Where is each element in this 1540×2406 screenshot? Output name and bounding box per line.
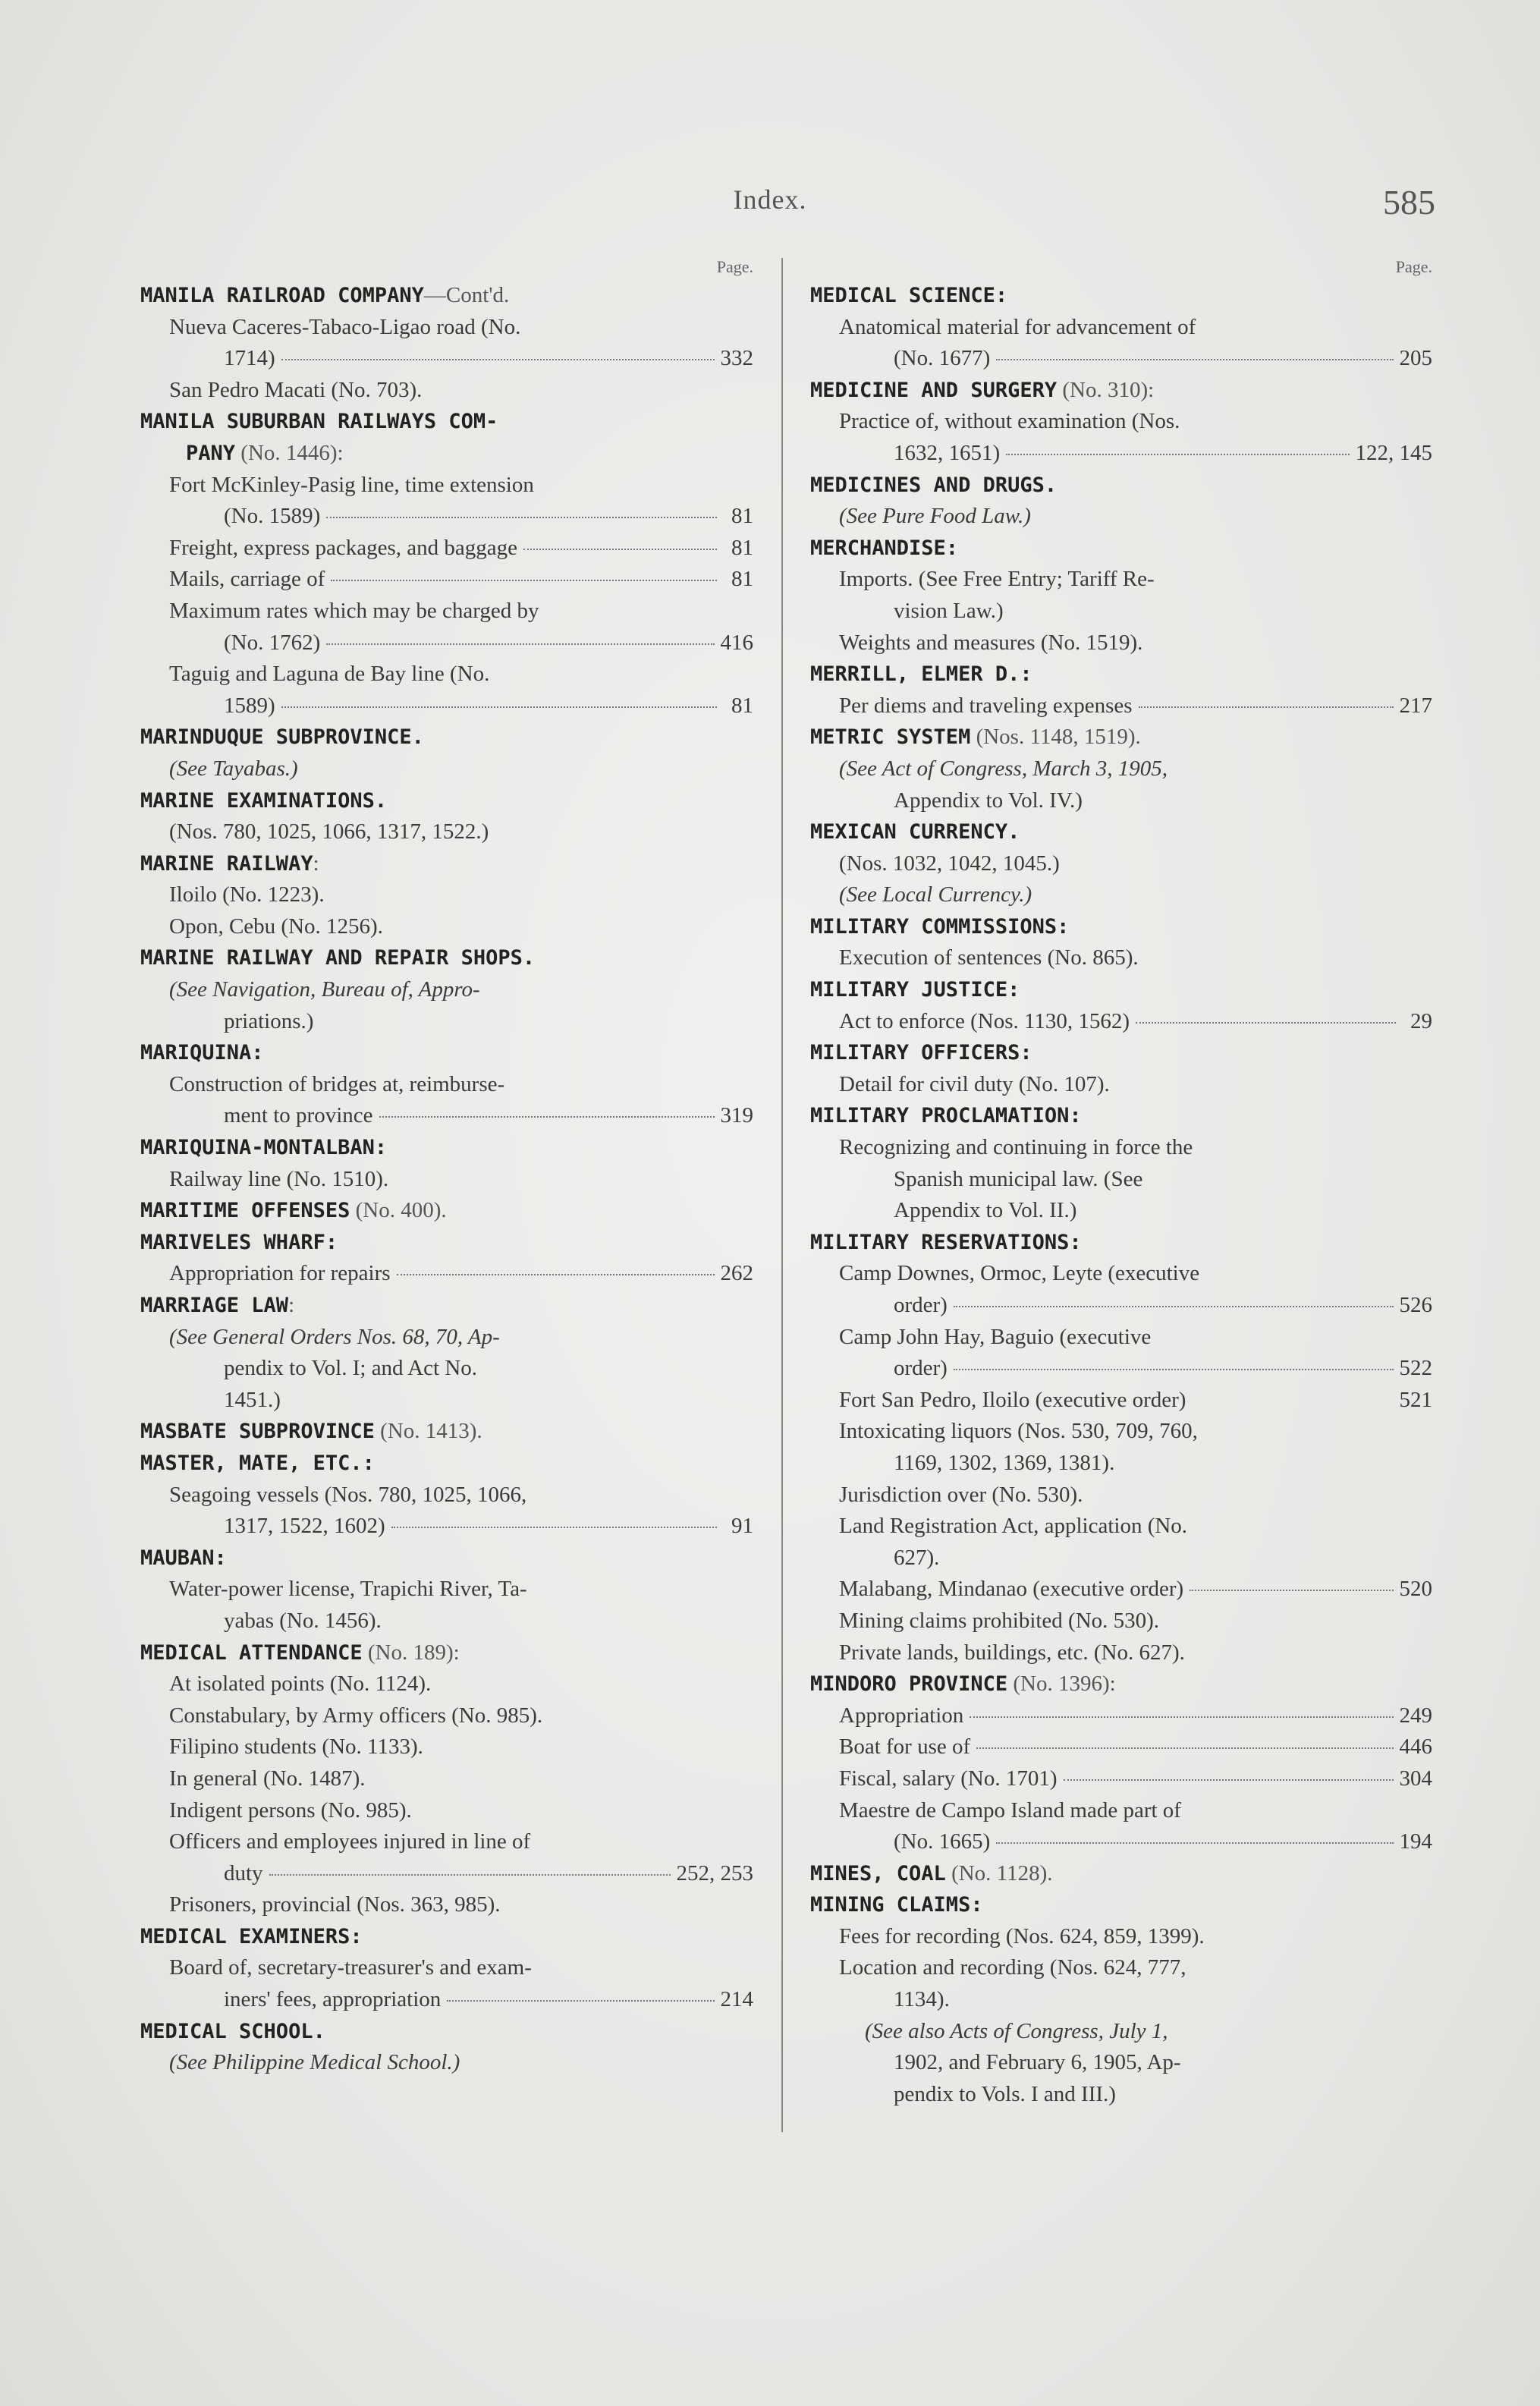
index-subentry: [810, 1385, 1432, 1417]
index-subentry: [140, 1668, 753, 1700]
index-subentry: [140, 1952, 753, 1984]
entry-text: Officers and employees injured in line of: [169, 1829, 531, 1854]
heading-text: MARITIME OFFENSES: [140, 1199, 350, 1223]
entry-page-number: 252, 253: [676, 1860, 753, 1885]
index-subentry: [810, 1574, 1432, 1606]
index-subentry: [140, 1164, 753, 1196]
dot-leader: [954, 1369, 1394, 1370]
entry-text: (See Local Currency.): [839, 882, 1032, 907]
index-subentry: [140, 1480, 753, 1511]
index-subentry: [140, 1322, 753, 1354]
index-heading: [810, 280, 1432, 312]
dot-leader: [326, 643, 714, 645]
entry-text: pendix to Vols. I and III.): [894, 2081, 1116, 2106]
index-subentry: [140, 312, 753, 344]
index-subentry: [810, 2016, 1432, 2048]
heading-text: MANILA RAILROAD COMPANY: [140, 284, 424, 307]
entry-text: Filipino students (No. 1133).: [169, 1735, 423, 1760]
entry-page-number: 319: [720, 1103, 753, 1128]
heading-text: MILITARY COMMISSIONS:: [810, 914, 1070, 939]
index-subentry: [810, 1700, 1432, 1732]
heading-text: MARINE RAILWAY AND REPAIR SHOPS.: [140, 946, 536, 970]
index-subentry: [810, 848, 1432, 880]
index-subentry: [140, 533, 753, 565]
index-heading: [140, 2016, 753, 2048]
heading-reference: (No. 1128).: [945, 1860, 1053, 1885]
dot-leader: [379, 1116, 715, 1118]
entry-text: Practice of, without examination (Nos.: [839, 409, 1180, 434]
index-heading: [810, 974, 1432, 1006]
index-heading: [140, 1290, 753, 1322]
index-heading: [810, 1100, 1432, 1132]
index-subentry: [140, 1795, 753, 1827]
index-subentry: [140, 1826, 753, 1858]
index-subentry: [810, 1416, 1432, 1448]
right-column: [810, 254, 1432, 2110]
index-heading: [140, 942, 753, 974]
index-subentry: [810, 1826, 1432, 1858]
index-heading: [140, 722, 753, 753]
heading-reference: :: [313, 851, 319, 876]
entry-page-number: 81: [731, 504, 753, 529]
dot-leader: [1136, 1022, 1396, 1024]
entry-text: Prisoners, provincial (Nos. 363, 985).: [169, 1892, 501, 1917]
dot-leader: [397, 1274, 715, 1275]
entry-text: Iloilo (No. 1223).: [169, 882, 325, 907]
right-entries: [810, 280, 1432, 2110]
index-subentry: [810, 1731, 1432, 1763]
index-subentry: [140, 1258, 753, 1290]
index-subentry: [140, 753, 753, 785]
index-subentry: [810, 942, 1432, 974]
entry-text: Appropriation: [839, 1703, 964, 1728]
index-subentry: [140, 690, 753, 722]
index-heading: [810, 470, 1432, 502]
index-subentry: [810, 1353, 1432, 1385]
index-subentry: [140, 816, 753, 848]
index-subentry: [810, 312, 1432, 344]
index-subentry: [810, 1258, 1432, 1290]
heading-text: MARIVELES WHARF:: [140, 1230, 338, 1254]
entry-text: 1317, 1522, 1602): [224, 1514, 385, 1539]
entry-page-number: 522: [1399, 1356, 1432, 1381]
heading-text: MILITARY PROCLAMATION:: [810, 1104, 1082, 1128]
index-subentry: [140, 501, 753, 533]
heading-reference: (No. 1446):: [235, 440, 344, 465]
entry-text: order): [894, 1293, 948, 1317]
index-subentry: [810, 879, 1432, 911]
entry-page-number: 194: [1399, 1829, 1432, 1854]
index-subentry: [140, 470, 753, 502]
entry-text: Land Registration Act, application (No.: [839, 1514, 1188, 1539]
entry-text: ment to province: [224, 1103, 373, 1128]
index-heading: [810, 911, 1432, 943]
index-subentry: [140, 1511, 753, 1543]
index-heading: [140, 848, 753, 880]
heading-reference: (No. 189):: [362, 1640, 460, 1665]
page-number: 585: [1383, 183, 1435, 222]
entry-page-number: 416: [720, 630, 753, 655]
index-subentry: [140, 1858, 753, 1890]
entry-text: San Pedro Macati (No. 703).: [169, 377, 423, 402]
index-subentry: [140, 596, 753, 627]
entry-text: 1169, 1302, 1369, 1381).: [894, 1450, 1115, 1475]
index-subentry: [140, 2047, 753, 2079]
heading-text: MERRILL, ELMER D.:: [810, 662, 1032, 687]
index-subentry: [810, 1637, 1432, 1669]
heading-text: MEXICAN CURRENCY.: [810, 820, 1020, 844]
entry-text: duty: [224, 1860, 263, 1885]
entry-text: (See Act of Congress, March 3, 1905,: [839, 756, 1168, 781]
entry-text: 1451.): [224, 1387, 281, 1412]
entry-text: Boat for use of: [839, 1735, 971, 1760]
entry-text: yabas (No. 1456).: [224, 1608, 382, 1633]
entry-page-number: 205: [1399, 346, 1432, 371]
dot-leader: [269, 1874, 671, 1876]
index-heading: [140, 1037, 753, 1069]
dot-leader: [331, 580, 717, 581]
heading-text: MAUBAN:: [140, 1546, 227, 1570]
entry-page-number: 249: [1399, 1703, 1432, 1728]
index-subentry: [810, 1322, 1432, 1354]
entry-text: (Nos. 780, 1025, 1066, 1317, 1522.): [169, 819, 489, 844]
heading-reference: :: [288, 1293, 295, 1317]
heading-text: MERCHANDISE:: [810, 536, 959, 560]
index-heading: [810, 659, 1432, 690]
index-heading: [140, 406, 753, 438]
heading-reference: (No. 310):: [1057, 377, 1155, 402]
entry-text: Anatomical material for advancement of: [839, 314, 1196, 339]
entry-text: Fees for recording (Nos. 624, 859, 1399).: [839, 1923, 1205, 1948]
index-subentry: [810, 785, 1432, 817]
entry-page-number: 214: [720, 1987, 753, 2012]
heading-reference: (Nos. 1148, 1519).: [970, 725, 1141, 750]
heading-text: MEDICINE AND SURGERY: [810, 378, 1058, 402]
entry-text: Water-power license, Trapichi River, Ta-: [169, 1577, 527, 1602]
entry-text: (See Pure Food Law.): [839, 504, 1031, 529]
index-subentry: [140, 1574, 753, 1606]
entry-page-number: 526: [1399, 1293, 1432, 1317]
entry-text: At isolated points (No. 1124).: [169, 1672, 432, 1697]
entry-page-number: 29: [1410, 1008, 1432, 1033]
index-subentry: [810, 1448, 1432, 1480]
entry-page-number: 332: [720, 346, 753, 371]
entry-text: (Nos. 1032, 1042, 1045.): [839, 851, 1060, 876]
index-subentry: [140, 911, 753, 943]
heading-text: MEDICINES AND DRUGS.: [810, 473, 1058, 497]
index-subentry: [140, 375, 753, 407]
entry-text: Maestre de Campo Island made part of: [839, 1797, 1181, 1823]
index-subentry: [140, 1100, 753, 1132]
heading-text: MARINDUQUE SUBPROVINCE.: [140, 725, 424, 750]
dot-leader: [1006, 454, 1349, 455]
entry-text: Mining claims prohibited (No. 530).: [839, 1608, 1160, 1633]
heading-text: MINING CLAIMS:: [810, 1893, 983, 1917]
index-heading: [140, 1448, 753, 1480]
index-subentry: [140, 1889, 753, 1921]
index-heading: [810, 533, 1432, 565]
entry-page-number: 81: [731, 693, 753, 718]
index-subentry: [140, 1700, 753, 1732]
index-subentry: [810, 1606, 1432, 1637]
entry-text: Freight, express packages, and baggage: [169, 535, 518, 560]
index-subentry: [140, 343, 753, 375]
entry-text: vision Law.): [894, 598, 1004, 623]
index-heading: [810, 816, 1432, 848]
entry-page-number: 81: [731, 535, 753, 560]
index-subentry: [810, 1543, 1432, 1574]
index-subentry: [810, 1921, 1432, 1953]
heading-text: MINES, COAL: [810, 1861, 946, 1885]
heading-reference: (No. 400).: [350, 1198, 447, 1223]
entry-text: Detail for civil duty (No. 107).: [839, 1071, 1110, 1096]
index-heading: [140, 785, 753, 817]
entry-text: Seagoing vessels (Nos. 780, 1025, 1066,: [169, 1482, 527, 1507]
index-subentry: [810, 2047, 1432, 2079]
index-heading: [140, 1416, 753, 1448]
running-header-title: Index.: [733, 184, 807, 215]
entry-text: (See Tayabas.): [169, 756, 298, 781]
index-heading: [810, 1889, 1432, 1921]
index-heading: [810, 722, 1432, 753]
heading-text: PANY: [186, 441, 236, 465]
entry-text: Malabang, Mindanao (executive order): [839, 1577, 1184, 1602]
index-subentry: [140, 1353, 753, 1385]
entry-text: Indigent persons (No. 985).: [169, 1797, 412, 1823]
entry-text: Appendix to Vol. II.): [894, 1198, 1077, 1223]
entry-page-number: 446: [1399, 1735, 1432, 1760]
index-subentry: [810, 690, 1432, 722]
dot-leader: [954, 1306, 1394, 1307]
entry-text: Fort McKinley-Pasig line, time extension: [169, 472, 534, 497]
entry-text: (No. 1762): [224, 630, 321, 655]
heading-text: MANILA SUBURBAN RAILWAYS COM-: [140, 410, 498, 434]
index-subentry: [810, 1195, 1432, 1227]
entry-text: 1632, 1651): [894, 440, 1001, 465]
entry-text: (No. 1589): [224, 504, 321, 529]
index-subentry: [810, 1984, 1432, 2016]
entry-text: Camp John Hay, Baguio (executive: [839, 1324, 1152, 1349]
index-subentry: [810, 1795, 1432, 1827]
index-heading: [810, 1227, 1432, 1259]
entry-text: Fiscal, salary (No. 1701): [839, 1766, 1058, 1791]
index-heading: [140, 280, 753, 312]
index-subentry: [140, 879, 753, 911]
heading-text: MILITARY OFFICERS:: [810, 1041, 1032, 1065]
index-subentry: [140, 659, 753, 690]
left-column: [140, 254, 753, 2079]
index-subentry: [810, 501, 1432, 533]
entry-text: 1134).: [894, 1987, 950, 2012]
entry-text: Execution of sentences (No. 865).: [839, 945, 1139, 970]
dot-leader: [281, 706, 717, 708]
heading-reference: (No. 1413).: [374, 1419, 482, 1444]
entry-text: order): [894, 1356, 948, 1381]
index-subentry: [810, 406, 1432, 438]
entry-text: Maximum rates which may be charged by: [169, 598, 539, 623]
dot-leader: [391, 1527, 717, 1528]
entry-text: priations.): [224, 1008, 314, 1033]
entry-text: Mails, carriage of: [169, 567, 325, 592]
entry-text: Taguig and Laguna de Bay line (No.: [169, 662, 490, 687]
entry-text: Recognizing and continuing in force the: [839, 1135, 1193, 1160]
entry-text: Opon, Cebu (No. 1256).: [169, 914, 383, 939]
entry-text: Nueva Caceres-Tabaco-Ligao road (No.: [169, 314, 521, 339]
entry-text: Weights and measures (No. 1519).: [839, 630, 1143, 655]
entry-text: Location and recording (Nos. 624, 777,: [839, 1955, 1186, 1980]
index-subentry: [810, 1069, 1432, 1101]
page-column-label: Page.: [716, 257, 753, 276]
index-heading: [140, 1132, 753, 1164]
index-subentry: [140, 1006, 753, 1038]
heading-text: MEDICAL SCHOOL.: [140, 2019, 325, 2043]
dot-leader: [1064, 1779, 1394, 1781]
page-column-label: Page.: [1395, 257, 1432, 276]
left-entries: [140, 280, 753, 2079]
entry-text: Appropriation for repairs: [169, 1261, 391, 1286]
heading-text: METRIC SYSTEM: [810, 725, 971, 750]
index-subentry: [140, 974, 753, 1006]
entry-text: Jurisdiction over (No. 530).: [839, 1482, 1083, 1507]
index-heading: [810, 1858, 1432, 1890]
heading-text: MARINE RAILWAY: [140, 851, 313, 876]
entry-text: (No. 1677): [894, 346, 991, 371]
index-subentry: [810, 1132, 1432, 1164]
heading-text: MASTER, MATE, ETC.:: [140, 1451, 375, 1475]
entry-page-number: 81: [731, 567, 753, 592]
heading-text: MILITARY JUSTICE:: [810, 978, 1020, 1002]
entry-text: (See General Orders Nos. 68, 70, Ap-: [169, 1324, 500, 1349]
index-subentry: [810, 2079, 1432, 2111]
index-subentry: [810, 1511, 1432, 1543]
column-divider: [781, 258, 783, 2132]
index-heading: [140, 438, 753, 470]
entry-page-number: 304: [1399, 1766, 1432, 1791]
dot-leader: [1139, 706, 1394, 708]
heading-text: MEDICAL EXAMINERS:: [140, 1924, 363, 1948]
index-subentry: [140, 1606, 753, 1637]
index-subentry: [810, 438, 1432, 470]
entry-text: 1589): [224, 693, 275, 718]
dot-leader: [523, 549, 717, 550]
entry-text: Camp Downes, Ormoc, Leyte (executive: [839, 1261, 1200, 1286]
entry-text: iners' fees, appropriation: [224, 1987, 442, 2012]
heading-text: MEDICAL ATTENDANCE: [140, 1640, 363, 1665]
entry-text: Intoxicating liquors (Nos. 530, 709, 760,: [839, 1419, 1198, 1444]
dot-leader: [970, 1716, 1393, 1718]
entry-text: Fort San Pedro, Iloilo (executive order): [839, 1387, 1186, 1412]
entry-text: In general (No. 1487).: [169, 1766, 366, 1791]
index-heading: [140, 1637, 753, 1669]
entry-text: Act to enforce (Nos. 1130, 1562): [839, 1008, 1130, 1033]
entry-text: Per diems and traveling expenses: [839, 693, 1133, 718]
entry-text: 1714): [224, 346, 275, 371]
entry-text: 1902, and February 6, 1905, Ap-: [894, 2050, 1181, 2075]
heading-text: MILITARY RESERVATIONS:: [810, 1230, 1082, 1254]
entry-text: Appendix to Vol. IV.): [894, 788, 1083, 813]
entry-page-number: 91: [731, 1514, 753, 1539]
index-subentry: [810, 753, 1432, 785]
entry-text: Board of, secretary-treasurer's and exam-: [169, 1955, 532, 1980]
dot-leader: [976, 1747, 1393, 1749]
entry-text: (No. 1665): [894, 1829, 991, 1854]
heading-reference: (No. 1396):: [1007, 1672, 1116, 1697]
index-subentry: [810, 1006, 1432, 1038]
entry-text: 627).: [894, 1545, 940, 1570]
index-subentry: [810, 1952, 1432, 1984]
entry-page-number: 122, 145: [1355, 440, 1432, 465]
index-subentry: [810, 1164, 1432, 1196]
index-subentry: [140, 1069, 753, 1101]
index-subentry: [810, 1480, 1432, 1511]
dot-leader: [326, 517, 717, 518]
heading-text: MINDORO PROVINCE: [810, 1672, 1008, 1697]
entry-text: (See Navigation, Bureau of, Appro-: [169, 977, 480, 1002]
index-subentry: [140, 1731, 753, 1763]
dot-leader: [996, 359, 1393, 360]
entry-text: Constabulary, by Army officers (No. 985).: [169, 1703, 543, 1728]
index-subentry: [140, 627, 753, 659]
index-subentry: [810, 1290, 1432, 1322]
entry-text: Imports. (See Free Entry; Tariff Re-: [839, 567, 1155, 592]
dot-leader: [996, 1842, 1393, 1844]
entry-page-number: 521: [1399, 1387, 1432, 1412]
entry-text: pendix to Vol. I; and Act No.: [224, 1356, 478, 1381]
index-subentry: [140, 1385, 753, 1417]
index-heading: [810, 1668, 1432, 1700]
index-heading: [140, 1195, 753, 1227]
dot-leader: [281, 359, 715, 360]
dot-leader: [447, 2000, 714, 2002]
index-subentry: [140, 564, 753, 596]
entry-text: Construction of bridges at, reimburse-: [169, 1071, 505, 1096]
entry-page-number: 262: [720, 1261, 753, 1286]
entry-text: (See Philippine Medical School.): [169, 2050, 460, 2075]
entry-page-number: 520: [1399, 1577, 1432, 1602]
heading-text: MARINE EXAMINATIONS.: [140, 788, 388, 813]
index-subentry: [810, 596, 1432, 627]
entry-text: Railway line (No. 1510).: [169, 1166, 389, 1191]
index-heading: [140, 1543, 753, 1574]
index-subentry: [140, 1763, 753, 1795]
heading-text: MARRIAGE LAW: [140, 1294, 289, 1317]
index-subentry: [810, 343, 1432, 375]
entry-text: Private lands, buildings, etc. (No. 627).: [839, 1640, 1185, 1665]
index-subentry: [140, 1984, 753, 2016]
heading-reference: —Cont'd.: [423, 283, 510, 307]
entry-text: (See also Acts of Congress, July 1,: [865, 2018, 1168, 2043]
index-subentry: [810, 564, 1432, 596]
heading-text: MARIQUINA-MONTALBAN:: [140, 1136, 388, 1160]
entry-page-number: 217: [1399, 693, 1432, 718]
index-heading: [810, 375, 1432, 407]
index-subentry: [810, 627, 1432, 659]
entry-text: Spanish municipal law. (See: [894, 1166, 1143, 1191]
heading-text: MARIQUINA:: [140, 1041, 264, 1065]
index-heading: [810, 1037, 1432, 1069]
index-heading: [140, 1921, 753, 1953]
heading-text: MASBATE SUBPROVINCE: [140, 1420, 375, 1444]
index-heading: [140, 1227, 753, 1259]
heading-text: MEDICAL SCIENCE:: [810, 284, 1008, 307]
index-subentry: [810, 1763, 1432, 1795]
dot-leader: [1190, 1590, 1393, 1591]
